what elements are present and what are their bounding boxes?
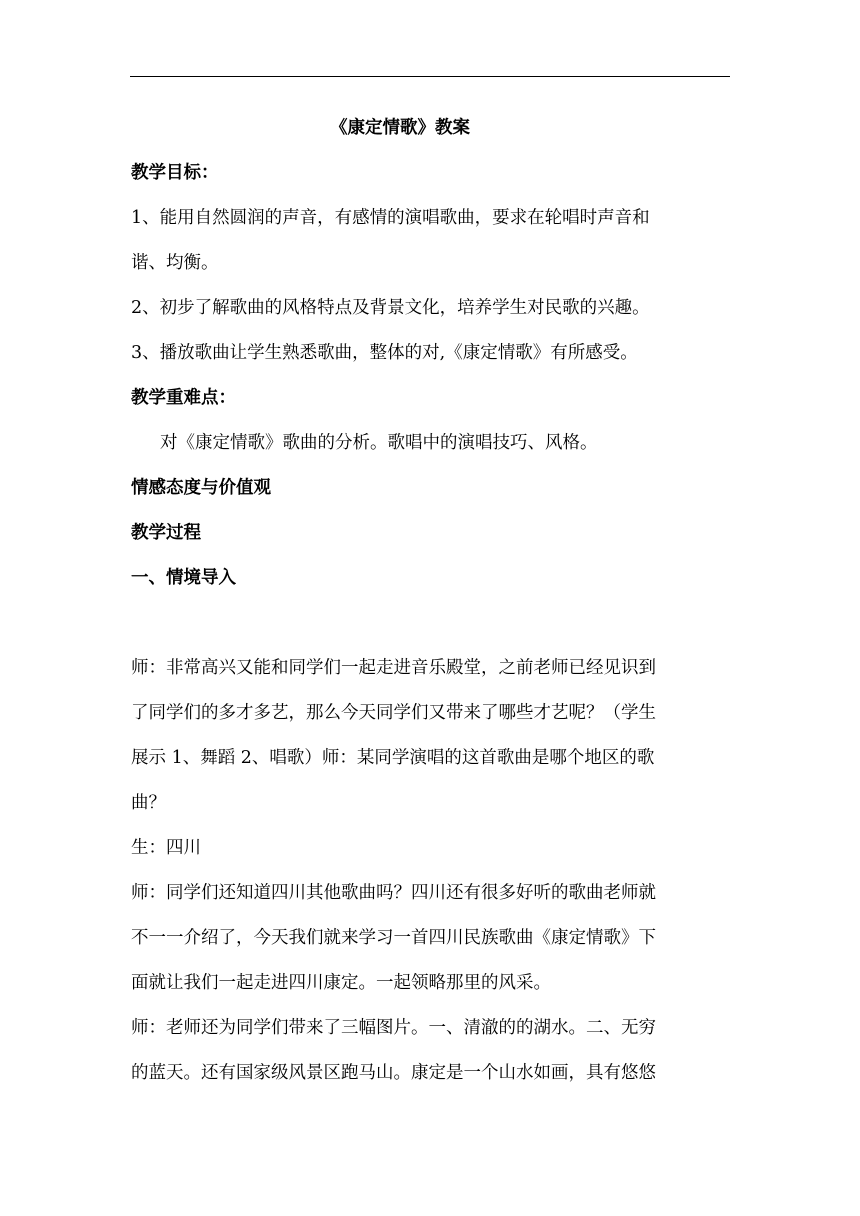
header-rule [130,76,730,77]
objective-2: 2、初步了解歌曲的风格特点及背景文化，培养学生对民歌的兴趣。 [131,298,650,318]
para-1-line-4: 曲？ [131,793,166,813]
key-points-heading: 教学重难点： [131,388,236,408]
para-3-line-2: 的蓝天。还有国家级风景区跑马山。康定是一个山水如画，具有悠悠 [131,1063,656,1083]
para-3-line-1: 师：老师还为同学们带来了三幅图片。一、清澈的的湖水。二、无穷 [131,1018,656,1038]
objective-1-line-2: 谐、均衡。 [131,253,219,273]
process-heading: 教学过程 [131,523,201,543]
objectives-heading: 教学目标： [131,163,219,183]
objective-3: 3、播放歌曲让学生熟悉歌曲，整体的对,《康定情歌》有所感受。 [131,343,638,363]
objective-1-line-1: 1、能用自然圆润的声音，有感情的演唱歌曲，要求在轮唱时声音和 [131,208,650,228]
para-1-line-1: 师：非常高兴又能和同学们一起走进音乐殿堂，之前老师已经见识到 [131,658,656,678]
para-2-line-2: 不一一介绍了，今天我们就来学习一首四川民族歌曲《康定情歌》下 [131,928,656,948]
attitude-heading: 情感态度与价值观 [131,478,271,498]
student-reply: 生：四川 [131,838,201,858]
document-title: 《康定情歌》教案 [330,118,470,138]
section-1-heading: 一、情境导入 [131,568,236,588]
key-points-text: 对《康定情歌》歌曲的分析。歌唱中的演唱技巧、风格。 [160,433,598,453]
para-2-line-1: 师：同学们还知道四川其他歌曲吗？四川还有很多好听的歌曲老师就 [131,883,656,903]
para-2-line-3: 面就让我们一起走进四川康定。一起领略那里的风采。 [131,973,551,993]
para-1-line-3: 展示 1、舞蹈 2、唱歌）师：某同学演唱的这首歌曲是哪个地区的歌 [131,748,655,768]
para-1-line-2: 了同学们的多才多艺，那么今天同学们又带来了哪些才艺呢？（学生 [131,703,656,723]
